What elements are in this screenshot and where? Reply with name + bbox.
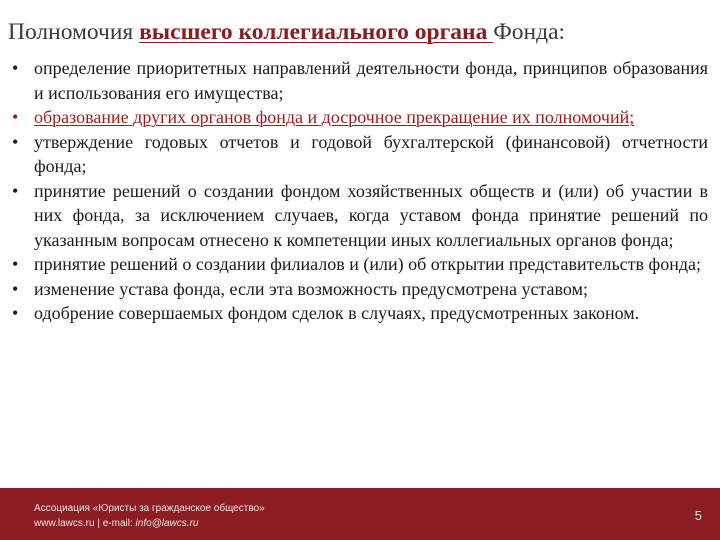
footer-bar <box>0 488 720 540</box>
bullet-icon: • <box>12 131 19 152</box>
list-item-text: утверждение годовых отчетов и годовой бухгалтерской (финансовой) отчетности фонда; <box>34 131 708 176</box>
footer-separator: | <box>94 518 103 529</box>
footer-website-link[interactable]: www.lawcs.ru <box>34 518 95 529</box>
list-item <box>10 179 708 253</box>
title-suffix: Фонда: <box>493 19 566 45</box>
bullet-icon: • <box>12 254 19 274</box>
list-item <box>10 252 708 277</box>
bullet-icon: • <box>12 278 19 299</box>
list-item-text: определение приоритетных направлений деятельности фонда, принципов образования и использования его имущества; <box>34 58 708 103</box>
bullet-icon: • <box>12 303 19 323</box>
list-item-text: изменение устава фонда, если эта возможность предусмотрена уставом; <box>34 278 588 299</box>
bullet-icon: • <box>12 107 19 127</box>
list-item <box>10 130 708 179</box>
slide-title <box>8 18 712 46</box>
list-item <box>10 56 708 105</box>
footer-email-label: e-mail: <box>102 518 136 529</box>
list-item-text: образование других органов фонда и досрочное прекращение их полномочий; <box>34 107 635 127</box>
footer-text <box>34 501 265 531</box>
page-number: 5 <box>694 508 702 523</box>
footer-email-link[interactable]: info@lawcs.ru <box>135 518 199 529</box>
list-item <box>10 277 708 302</box>
list-item <box>10 105 708 130</box>
title-highlight: высшего коллегиального органа <box>139 19 494 45</box>
powers-list <box>10 56 708 326</box>
footer-contacts <box>34 516 265 531</box>
bullet-icon: • <box>12 58 19 78</box>
list-item-text: одобрение совершаемых фондом сделок в случаях, предусмотренных законом. <box>34 303 640 323</box>
list-item <box>10 301 708 326</box>
bullet-icon: • <box>12 180 19 201</box>
title-prefix: Полномочия <box>8 19 140 45</box>
footer-organization: Ассоциация «Юристы за гражданское общество» <box>34 503 265 514</box>
list-item-text: принятие решений о создании фондом хозяйственных обществ и (или) об участии в них фонда, за исключением случаев, когда уставом фонда принятие решений по указанным вопросам отнесено к компетенции иных коллегиальных органов фонда; <box>34 180 708 250</box>
list-item-text: принятие решений о создании филиалов и (или) об открытии представительств фонда; <box>34 254 701 274</box>
